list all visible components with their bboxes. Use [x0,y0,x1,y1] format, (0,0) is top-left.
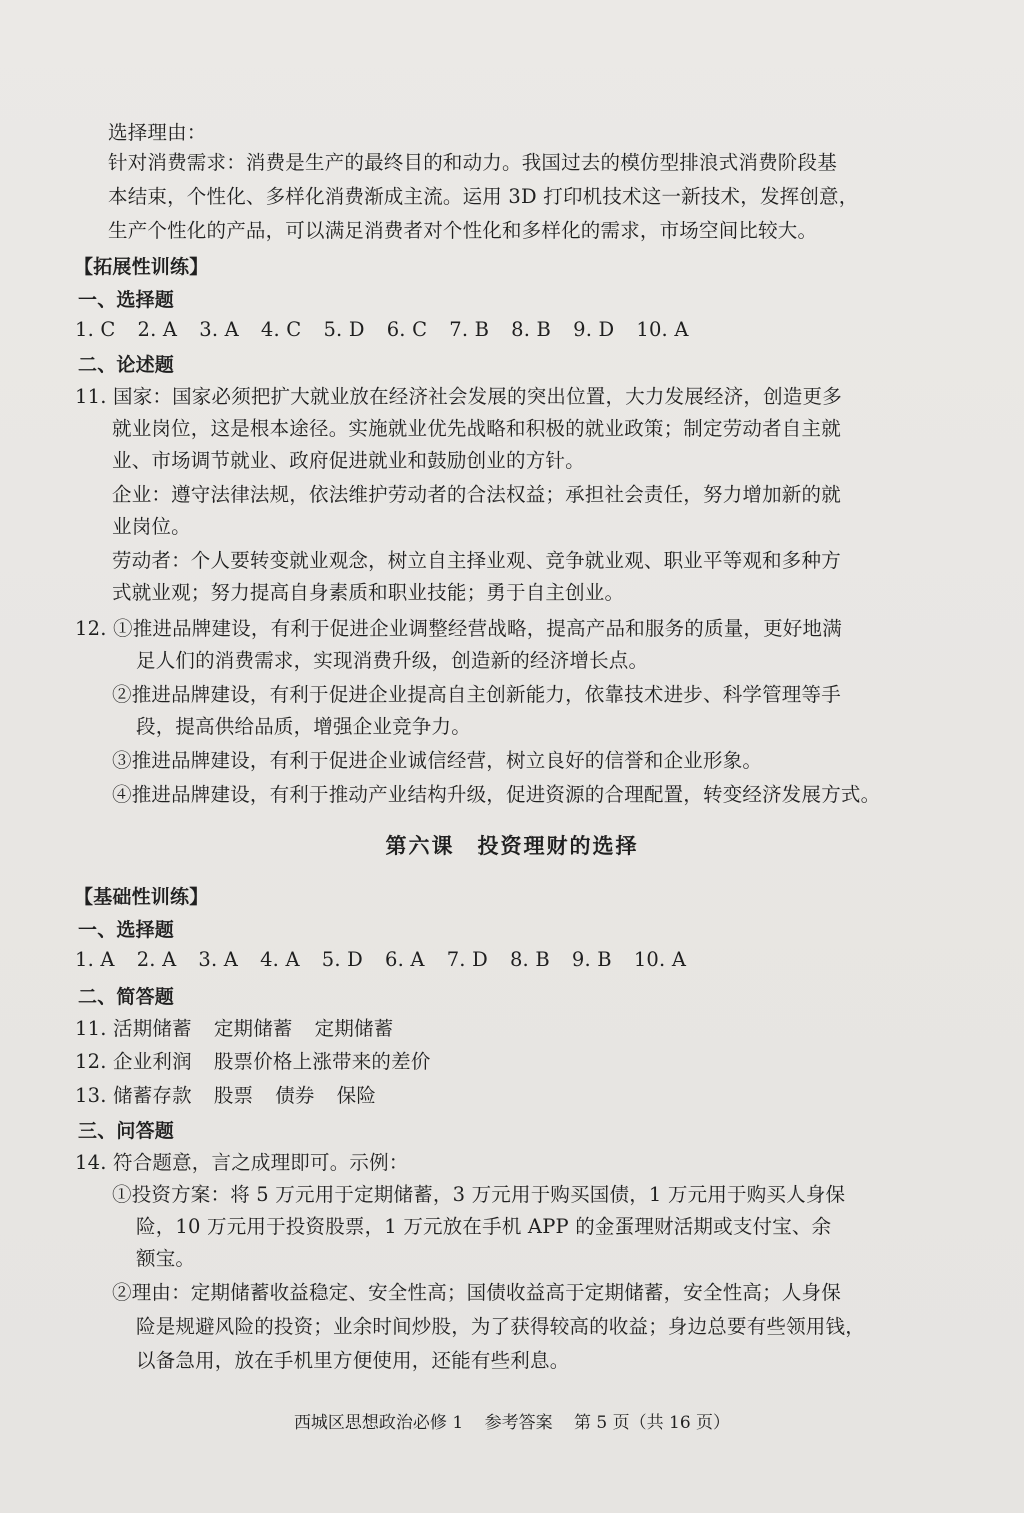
q12-line: 段，提高供给品质，增强企业竞争力。 [136,715,471,738]
mc-answer: 7. B [449,318,490,341]
mc-answer: 6. A [385,948,425,971]
mc-answer: 6. C [386,318,428,341]
q11-line: 业岗位。 [112,515,191,538]
mc-answer: 5. D [321,948,363,971]
answer-item: 债券 [275,1084,315,1107]
q11-line: 企业：遵守法律法规，依法维护劳动者的合法权益；承担社会责任，努力增加新的就 [112,483,841,506]
answer-item: 13. 储蓄存款 [75,1084,192,1107]
mc-answer: 1. C [75,318,116,341]
reason-label: 选择理由： [108,121,207,144]
answer-item: 保险 [336,1084,377,1107]
page-footer [0,1408,1024,1433]
mc-answer: 1. A [75,948,115,971]
mc-answer: 5. D [323,318,365,341]
reason-line: 生产个性化的产品，可以满足消费者对个性化和多样化的需求，市场空间比较大。 [108,219,818,242]
extension-essay-title: 二、论述题 [78,354,175,376]
q14-line: 险是规避风险的投资；业余时间炒股，为了获得较高的收益；身边总要有些领用钱， [136,1315,865,1338]
mc-answer: 9. B [571,948,612,971]
q12-line: 12. ①推进品牌建设，有利于促进企业调整经营战略，提高产品和服务的质量，更好地满 [75,617,842,640]
q11-line: 式就业观；努力提高自身素质和职业技能；勇于自主创业。 [112,581,625,604]
answer-item: 11. 活期储蓄 [75,1017,192,1040]
reason-line: 本结束，个性化、多样化消费渐成主流。运用 3D 打印机技术这一新技术，发挥创意， [108,185,859,208]
q14-line: 险，10 万元用于投资股票，1 万元放在手机 APP 的金蛋理财活期或支付宝、余 [136,1215,832,1238]
q12-line: ④推进品牌建设，有利于推动产业结构升级，促进资源的合理配置，转变经济发展方式。 [112,783,881,806]
answer-item: 股票价格上涨带来的差价 [213,1050,431,1073]
q14-line: ①投资方案：将 5 万元用于定期储蓄，3 万元用于购买国债，1 万元用于购买人身保 [112,1183,846,1206]
answer-item: 股票 [213,1084,254,1107]
mc-answer: 8. B [511,318,552,341]
q13-answer [75,1081,398,1111]
mc-answer: 3. A [199,318,239,341]
qa-title: 三、问答题 [78,1120,175,1142]
lesson-title: 第六课 投资理财的选择 [385,834,639,858]
mc-answer: 10. A [633,948,687,971]
extension-mc-title: 一、选择题 [78,289,175,311]
footer-book: 西城区思想政治必修 1 [293,1413,464,1433]
q11-answer [75,1014,415,1044]
basic-mc-title: 一、选择题 [78,919,175,941]
q12-line: ②推进品牌建设，有利于促进企业提高自主创新能力，依靠技术进步、科学管理等手 [112,683,841,706]
q11-line: 劳动者：个人要转变就业观念，树立自主择业观、竞争就业观、职业平等观和多种方 [112,549,841,572]
mc-answer: 9. D [573,318,615,341]
answer-item: 定期储蓄 [213,1017,293,1040]
short-answer-title: 二、简答题 [78,986,175,1008]
answer-item: 12. 企业利润 [75,1050,192,1073]
footer-label: 参考答案 [484,1413,553,1433]
q12-answer [75,1047,453,1077]
mc-answer: 7. D [446,948,488,971]
extension-mc-answers [75,315,711,345]
extension-header: 【拓展性训练】 [74,256,209,278]
q11-line: 就业岗位，这是根本途径。实施就业优先战略和积极的就业政策；制定劳动者自主就 [112,417,841,440]
mc-answer: 3. A [198,948,239,971]
q11-line: 业、市场调节就业、政府促进就业和鼓励创业的方针。 [112,449,585,472]
mc-answer: 8. B [509,948,550,971]
q14-line: 14. 符合题意，言之成理即可。示例： [75,1151,409,1174]
mc-answer: 2. A [136,948,177,971]
mc-answer: 2. A [137,318,178,341]
q14-line: 额宝。 [136,1247,196,1270]
mc-answer: 4. C [260,318,302,341]
basic-header: 【基础性训练】 [74,886,209,908]
q12-line: 足人们的消费需求，实现消费升级，创造新的经济增长点。 [136,649,649,672]
reason-line: 针对消费需求：消费是生产的最终目的和动力。我国过去的模仿型排浪式消费阶段基 [108,151,837,174]
mc-answer: 10. A [636,318,689,341]
basic-mc-answers [75,945,708,975]
q14-line: ②理由：定期储蓄收益稳定、安全性高；国债收益高于定期储蓄，安全性高；人身保 [112,1281,841,1304]
mc-answer: 4. A [260,948,300,971]
answer-item: 定期储蓄 [314,1017,394,1040]
q12-line: ③推进品牌建设，有利于促进企业诚信经营，树立良好的信誉和企业形象。 [112,749,763,772]
q14-line: 以备急用，放在手机里方便使用，还能有些利息。 [136,1349,570,1372]
footer-page-number: 第 5 页（共 16 页） [573,1413,731,1433]
q11-line: 11. 国家：国家必须把扩大就业放在经济社会发展的突出位置，大力发展经济，创造更多 [75,385,842,408]
